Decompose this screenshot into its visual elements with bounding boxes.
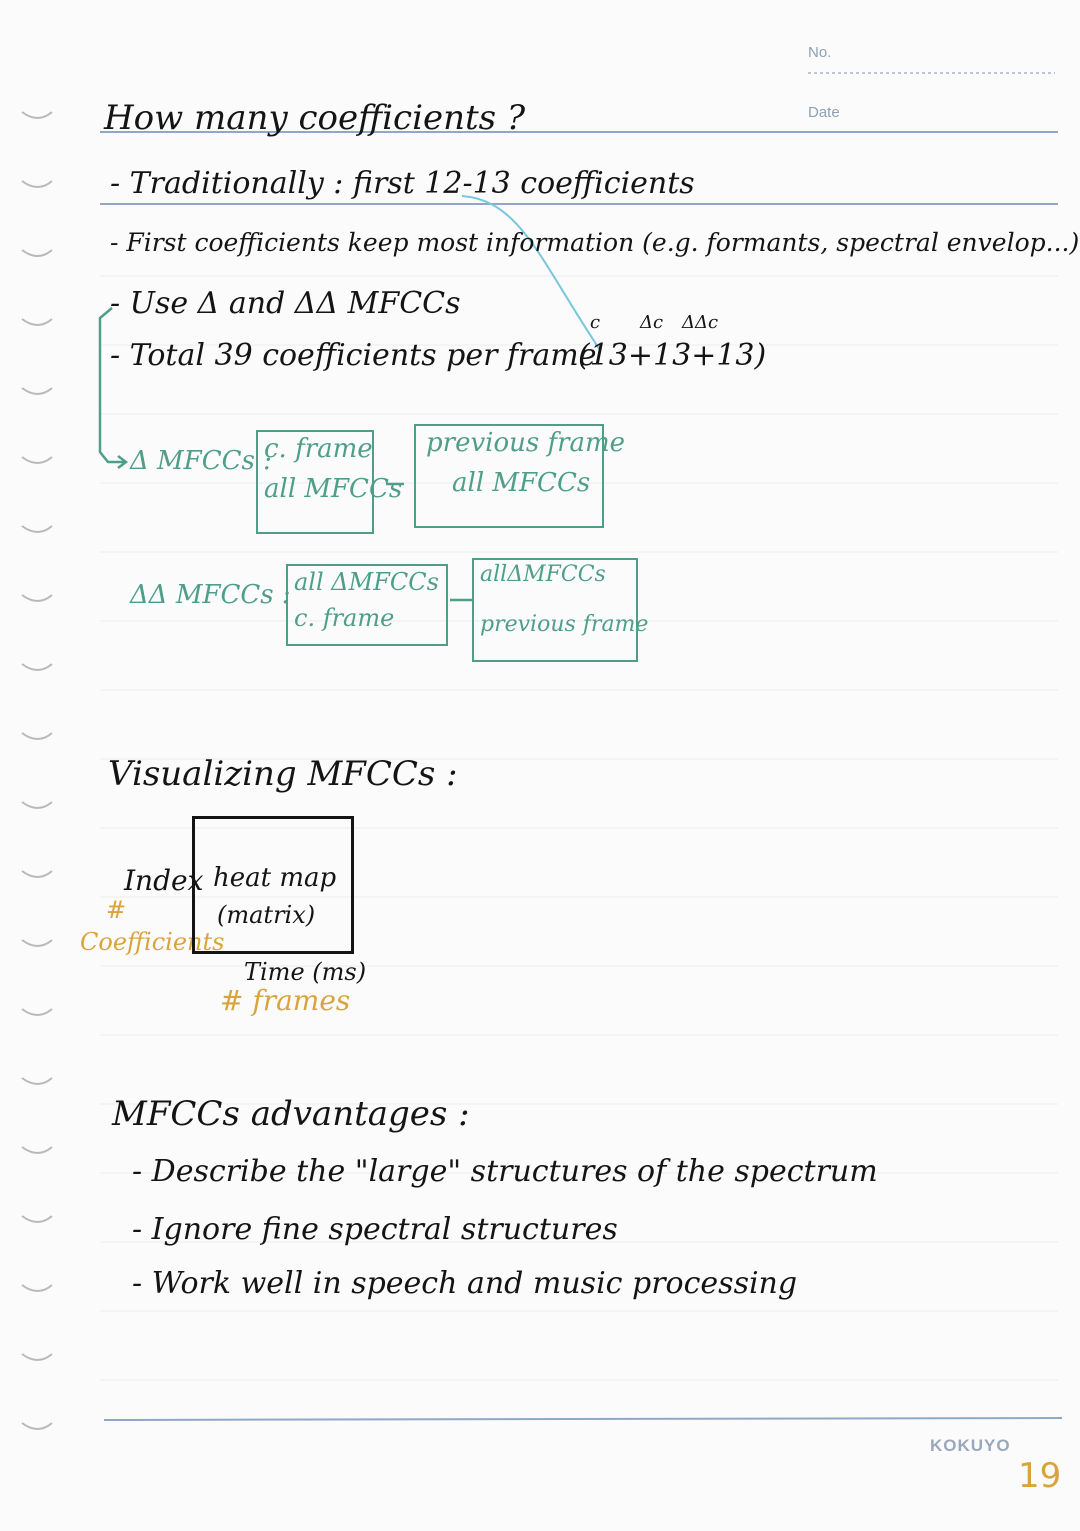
binder-holes [22,112,52,1429]
x-axis-label: Time (ms) [244,958,367,986]
previous-frame-box-line2: all MFCCs [452,468,591,498]
y-axis-note: Coefficients [80,928,225,956]
current-delta-box-line1: all ΔMFCCs [294,568,439,596]
advantage-work-well: - Work well in speech and music processing [132,1266,798,1301]
bullet-first-coefficients: - First coefficients keep most information (e.g. formants, spectral envelop...) [110,228,1080,257]
advantage-describe: - Describe the "large" structures of the spectrum [132,1154,878,1189]
breakdown-label-ddc: ΔΔc [682,312,719,333]
date-label: Date [808,104,840,121]
breakdown-label-c: c [590,312,601,333]
previous-frame-box [414,424,626,528]
current-delta-box-line2: c. frame [294,604,395,632]
bullet-use-delta: - Use Δ and ΔΔ MFCCs [110,286,461,321]
heat-map-box [192,816,354,954]
previous-delta-box [472,558,649,662]
heat-map-label-line2: (matrix) [217,901,316,929]
delta-mfccs-label: Δ MFCCs : [130,446,272,476]
bracket-arrow [100,308,126,462]
current-delta-box [286,564,448,646]
bullet-traditionally: - Traditionally : first 12-13 coefficients [110,166,695,201]
page-number: 19 [1018,1456,1062,1496]
section-title-coefficients: How many coefficients ? [104,98,526,138]
x-axis-note: # frames [220,984,351,1017]
delta-delta-mfccs-label: ΔΔ MFCCs : [130,580,291,610]
bullet-total-39: - Total 39 coefficients per frame [110,338,597,373]
section-title-advantages: MFCCs advantages : [112,1094,470,1134]
previous-frame-box-line1: previous frame [426,428,626,458]
previous-delta-box-line2: previous frame [480,612,649,637]
coefficient-breakdown: (13+13+13) [578,338,767,373]
section-title-visualizing: Visualizing MFCCs : [108,754,458,794]
current-frame-box-line2: all MFCCs [264,474,403,504]
connector-line [462,196,600,350]
number-label: No. [808,44,832,61]
breakdown-label-dc: Δc [640,312,664,333]
current-frame-box-line1: c. frame [264,434,373,464]
y-axis-label: Index [124,864,204,897]
brand-logo: KOKUYO [930,1436,1011,1455]
advantage-ignore: - Ignore fine spectral structures [132,1212,618,1247]
heat-map-label-line1: heat map [213,863,337,893]
current-frame-box [256,430,403,534]
y-axis-note-hash: # [106,896,127,924]
previous-delta-box-line1: allΔMFCCs [480,562,606,587]
